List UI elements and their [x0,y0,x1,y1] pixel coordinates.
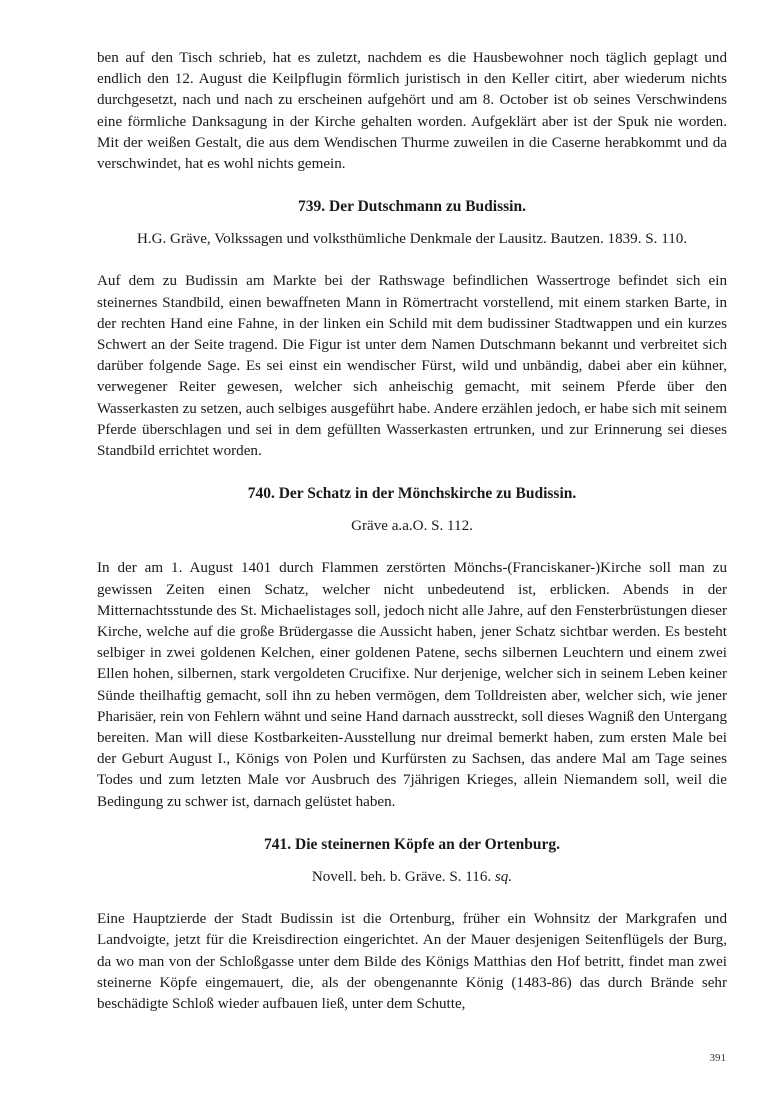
section-739 [97,196,727,462]
section-source: H.G. Gräve, Volkssagen und volksthümliche Denkmale der Lausitz. Bautzen. 1839. S. 110. [136,231,688,248]
section-heading: 739. Der Dutschmann zu Budissin. [298,198,526,216]
page-content [97,48,727,1015]
section-source: Gräve a.a.O. S. 112. [351,518,473,535]
source-text: Novell. beh. b. Gräve. S. 116. [311,868,492,885]
source-italic: sq. [494,868,513,885]
section-body: Eine Hauptzierde der Stadt Budissin ist die Ortenburg, früher ein Wohnsitz der Markgrafen und Landvoigte, jetzt für die Kreisdirection eingerichtet. An der Mauer desjenigen Seitenflügels der Burg, da wo man von der Schloßgasse unter dem Bilde des Königs Matthias den Hof betritt, findet man zwei steinerne Köpfe eingemauert, die, als der obengenannte König (1483-86) das durch Brände sehr beschädigte Schloß wieder aufbauen ließ, unter dem Schutte, [97,911,727,1012]
section-741 [97,834,727,1015]
section-740 [97,483,727,813]
section-heading: 741. Die steinernen Köpfe an der Ortenburg. [264,835,560,853]
page-number: 391 [709,1052,726,1064]
section-heading: 740. Der Schatz in der Mönchskirche zu Budissin. [247,485,577,503]
section-body: In der am 1. August 1401 durch Flammen zerstörten Mönchs-(Franciskaner-)Kirche soll man zu gewissen Zeiten einen Schatz, welcher nicht unbedeutend ist, erblicken. Abends in der Mitternachtsstunde des St. Michaelistages soll, jedoch nicht alle Jahre, auf den Fensterbrüstungen dieser Kirche, welche auf die große Brüdergasse die Aussicht haben, jener Schatz sichtbar werden. Es besteht selbiger in zwei goldenen Kelchen, einer goldenen Patene, sechs silbernen Leuchtern und einem zwei Ellen hohen, silbernen, stark vergoldeten Crucifixe. Nur derjenige, welcher sich in seinem Leben keiner Sünde theilhaftig gemacht, soll ihn zu heben vermögen, dem Tolldreisten aber, welcher sich, wie jener Pharisäer, rein von Fehlern wähnt und seine Hand darnach ausstreckt, soll dieses Wagniß den Untergang bereiten. Man will diese Kostbarkeiten-Ausstellung nur dreimal bemerkt haben, zum ersten Male bei der Geburt August I., Königs von Polen und Kurfürsten zu Sachsen, das andere Mal am Tage seines Todes und zum letzten Male vor Ausbruch des 7jährigen Krieges, allein Niemandem soll, weil die Bedingung zu schwer ist, darnach gelüstet haben. [97,560,728,810]
section-source [97,867,727,888]
opening-paragraph: ben auf den Tisch schrieb, hat es zuletzt, nachdem es die Hausbewohner noch täglich geplagt und endlich den 12. August die Keilpflugin förmlich juristisch in den Keller citirt, aber wiederum nichts durchgesetzt, nach und nach zu erscheinen aufgehört und am 8. October ist ob seines Verschwindens eine förmliche Danksagung in der Kirche gehalten worden. Aufgeklärt aber ist der Spuk nie worden. Mit der weißen Gestalt, die aus dem Wendischen Thurme zuweilen in die Caserne herabkommt und da verschwindet, hat es wohl nichts gemein. [97,50,727,173]
section-body: Auf dem zu Budissin am Markte bei der Rathswage befindlichen Wassertroge befindet sich ein steinernes Standbild, einen bewaffneten Mann in Römertracht vorstellend, mit einem starken Barte, in der rechten Hand eine Fahne, in der linken ein Schild mit dem budissiner Stadtwappen und ein kurzes Schwert an der Seite tragend. Die Figur ist unter dem Namen Dutschmann bekannt und verbreitet sich darüber folgende Sage. Es sei einst ein wendischer Fürst, wild und unbändig, dabei aber ein kühner, verwegener Reiter gewesen, welcher sich anheischig gemacht, mit seinem Pferde über den Wasserkasten zu setzen, auch selbiges ausgeführt habe. Andere erzählen jedoch, er habe sich mit seinem Pferde überschlagen und sei in dem gefüllten Wasserkasten ertrunken, und zur Erinnerung sei dieses Standbild errichtet worden. [97,273,727,460]
